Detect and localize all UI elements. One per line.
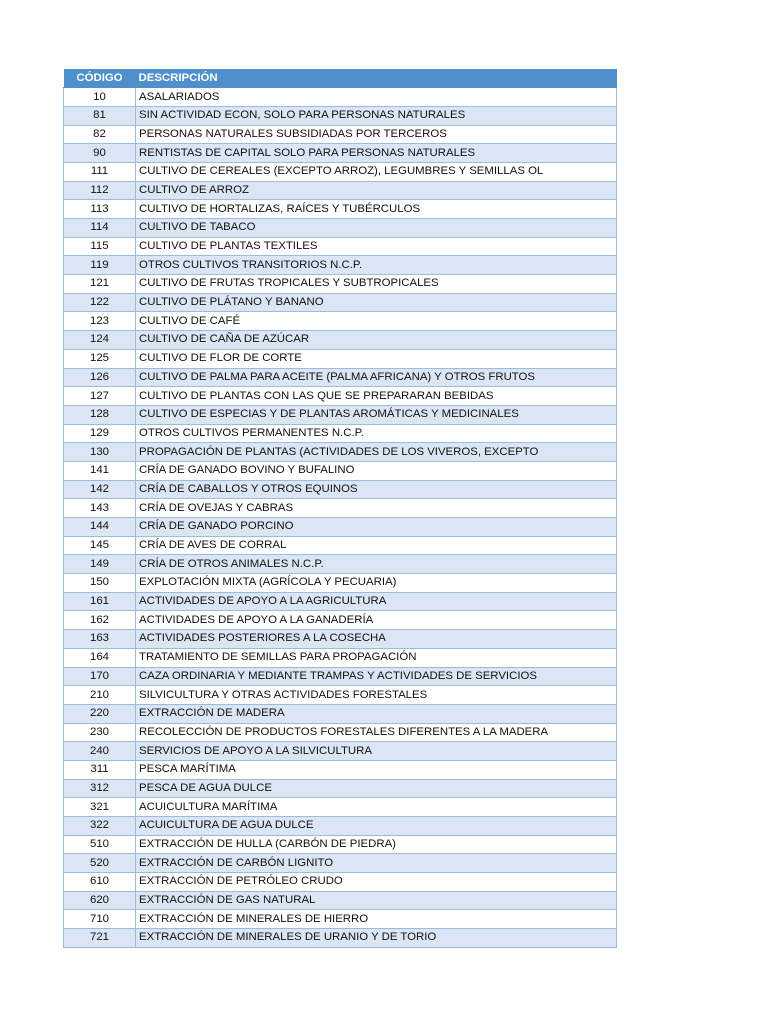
header-row	[64, 69, 617, 88]
description-cell: EXPLOTACIÓN MIXTA (AGRÍCOLA Y PECUARIA)	[136, 574, 617, 593]
description-cell: CULTIVO DE FRUTAS TROPICALES Y SUBTROPICALES	[136, 275, 617, 294]
table-row	[64, 256, 617, 275]
code-cell: 312	[64, 779, 136, 798]
code-cell: 81	[64, 106, 136, 125]
code-cell: 127	[64, 387, 136, 406]
code-cell: 610	[64, 873, 136, 892]
table-row	[64, 574, 617, 593]
table-row	[64, 536, 617, 555]
description-cell: CAZA ORDINARIA Y MEDIANTE TRAMPAS Y ACTIVIDADES DE SERVICIOS	[136, 667, 617, 686]
table-row	[64, 200, 617, 219]
code-cell: 230	[64, 723, 136, 742]
table-row	[64, 592, 617, 611]
table-row	[64, 704, 617, 723]
description-cell: CULTIVO DE CAÑA DE AZÚCAR	[136, 331, 617, 350]
code-cell: 321	[64, 798, 136, 817]
description-cell: CRÍA DE GANADO PORCINO	[136, 518, 617, 537]
table-body	[64, 88, 617, 948]
code-cell: 150	[64, 574, 136, 593]
code-cell: 240	[64, 742, 136, 761]
table-row	[64, 723, 617, 742]
code-cell: 82	[64, 125, 136, 144]
code-cell: 121	[64, 275, 136, 294]
table-row	[64, 854, 617, 873]
column-header-code: CÓDIGO	[64, 69, 136, 88]
code-cell: 311	[64, 760, 136, 779]
description-cell: CULTIVO DE CEREALES (EXCEPTO ARROZ), LEGUMBRES Y SEMILLAS OL	[136, 162, 617, 181]
table-row	[64, 331, 617, 350]
code-cell: 112	[64, 181, 136, 200]
description-cell: CULTIVO DE FLOR DE CORTE	[136, 349, 617, 368]
table-row	[64, 779, 617, 798]
table-row	[64, 910, 617, 929]
table-row	[64, 275, 617, 294]
code-cell: 721	[64, 929, 136, 948]
description-cell: EXTRACCIÓN DE PETRÓLEO CRUDO	[136, 873, 617, 892]
table-row	[64, 461, 617, 480]
description-cell: PROPAGACIÓN DE PLANTAS (ACTIVIDADES DE LOS VIVEROS, EXCEPTO	[136, 443, 617, 462]
code-cell: 124	[64, 331, 136, 350]
description-cell: PESCA MARÍTIMA	[136, 760, 617, 779]
description-cell: EXTRACCIÓN DE MADERA	[136, 704, 617, 723]
table-row	[64, 88, 617, 107]
table-row	[64, 891, 617, 910]
code-cell: 164	[64, 648, 136, 667]
table-row	[64, 760, 617, 779]
code-cell: 125	[64, 349, 136, 368]
description-cell: ACUICULTURA DE AGUA DULCE	[136, 817, 617, 836]
description-cell: TRATAMIENTO DE SEMILLAS PARA PROPAGACIÓN	[136, 648, 617, 667]
code-cell: 620	[64, 891, 136, 910]
description-cell: ACUICULTURA MARÍTIMA	[136, 798, 617, 817]
code-cell: 129	[64, 424, 136, 443]
code-cell: 142	[64, 480, 136, 499]
code-cell: 710	[64, 910, 136, 929]
table-row	[64, 125, 617, 144]
activity-code-table	[63, 69, 617, 948]
code-cell: 210	[64, 686, 136, 705]
description-cell: OTROS CULTIVOS TRANSITORIOS N.C.P.	[136, 256, 617, 275]
table-row	[64, 873, 617, 892]
code-cell: 170	[64, 667, 136, 686]
code-cell: 126	[64, 368, 136, 387]
table-row	[64, 387, 617, 406]
description-cell: CULTIVO DE PLANTAS CON LAS QUE SE PREPARARAN BEBIDAS	[136, 387, 617, 406]
table-row	[64, 798, 617, 817]
code-cell: 144	[64, 518, 136, 537]
table-row	[64, 667, 617, 686]
code-cell: 123	[64, 312, 136, 331]
table-row	[64, 106, 617, 125]
code-cell: 149	[64, 555, 136, 574]
code-cell: 111	[64, 162, 136, 181]
code-cell: 119	[64, 256, 136, 275]
code-cell: 141	[64, 461, 136, 480]
table-row	[64, 742, 617, 761]
code-cell: 113	[64, 200, 136, 219]
table-row	[64, 144, 617, 163]
description-cell: SERVICIOS DE APOYO A LA SILVICULTURA	[136, 742, 617, 761]
description-cell: SIN ACTIVIDAD ECON, SOLO PARA PERSONAS NATURALES	[136, 106, 617, 125]
table-row	[64, 686, 617, 705]
code-cell: 161	[64, 592, 136, 611]
description-cell: EXTRACCIÓN DE MINERALES DE HIERRO	[136, 910, 617, 929]
description-cell: CULTIVO DE HORTALIZAS, RAÍCES Y TUBÉRCULOS	[136, 200, 617, 219]
description-cell: EXTRACCIÓN DE HULLA (CARBÓN DE PIEDRA)	[136, 835, 617, 854]
description-cell: CULTIVO DE ARROZ	[136, 181, 617, 200]
table-row	[64, 424, 617, 443]
table-row	[64, 349, 617, 368]
description-cell: CULTIVO DE CAFÉ	[136, 312, 617, 331]
table-row	[64, 312, 617, 331]
description-cell: CRÍA DE AVES DE CORRAL	[136, 536, 617, 555]
table-row	[64, 648, 617, 667]
description-cell: CRÍA DE GANADO BOVINO Y BUFALINO	[136, 461, 617, 480]
table-row	[64, 817, 617, 836]
code-cell: 145	[64, 536, 136, 555]
code-cell: 10	[64, 88, 136, 107]
table-row	[64, 480, 617, 499]
description-cell: OTROS CULTIVOS PERMANENTES N.C.P.	[136, 424, 617, 443]
description-cell: CRÍA DE OTROS ANIMALES N.C.P.	[136, 555, 617, 574]
code-cell: 90	[64, 144, 136, 163]
description-cell: EXTRACCIÓN DE MINERALES DE URANIO Y DE TORIO	[136, 929, 617, 948]
code-cell: 122	[64, 293, 136, 312]
table-row	[64, 368, 617, 387]
description-cell: CULTIVO DE PALMA PARA ACEITE (PALMA AFRICANA) Y OTROS FRUTOS	[136, 368, 617, 387]
code-cell: 130	[64, 443, 136, 462]
column-header-description: DESCRIPCIÓN	[136, 69, 617, 88]
description-cell: EXTRACCIÓN DE CARBÓN LIGNITO	[136, 854, 617, 873]
description-cell: ACTIVIDADES POSTERIORES A LA COSECHA	[136, 630, 617, 649]
table-row	[64, 499, 617, 518]
code-cell: 115	[64, 237, 136, 256]
description-cell: CULTIVO DE PLÁTANO Y BANANO	[136, 293, 617, 312]
table-row	[64, 181, 617, 200]
table-header	[64, 69, 617, 88]
code-cell: 128	[64, 405, 136, 424]
code-cell: 143	[64, 499, 136, 518]
table-row	[64, 405, 617, 424]
table-row	[64, 293, 617, 312]
description-cell: CULTIVO DE ESPECIAS Y DE PLANTAS AROMÁTICAS Y MEDICINALES	[136, 405, 617, 424]
description-cell: ACTIVIDADES DE APOYO A LA AGRICULTURA	[136, 592, 617, 611]
code-cell: 520	[64, 854, 136, 873]
description-cell: SILVICULTURA Y OTRAS ACTIVIDADES FORESTALES	[136, 686, 617, 705]
code-cell: 220	[64, 704, 136, 723]
table-row	[64, 630, 617, 649]
code-cell: 163	[64, 630, 136, 649]
description-cell: EXTRACCIÓN DE GAS NATURAL	[136, 891, 617, 910]
description-cell: ACTIVIDADES DE APOYO A LA GANADERÍA	[136, 611, 617, 630]
description-cell: CULTIVO DE PLANTAS TEXTILES	[136, 237, 617, 256]
code-cell: 322	[64, 817, 136, 836]
description-cell: RECOLECCIÓN DE PRODUCTOS FORESTALES DIFERENTES A LA MADERA	[136, 723, 617, 742]
description-cell: PERSONAS NATURALES SUBSIDIADAS POR TERCEROS	[136, 125, 617, 144]
code-cell: 162	[64, 611, 136, 630]
table-row	[64, 518, 617, 537]
table-row	[64, 219, 617, 238]
code-cell: 510	[64, 835, 136, 854]
table-row	[64, 929, 617, 948]
table-row	[64, 237, 617, 256]
table-row	[64, 443, 617, 462]
table-row	[64, 555, 617, 574]
table-row	[64, 611, 617, 630]
table-row	[64, 835, 617, 854]
description-cell: CRÍA DE CABALLOS Y OTROS EQUINOS	[136, 480, 617, 499]
code-cell: 114	[64, 219, 136, 238]
description-cell: PESCA DE AGUA DULCE	[136, 779, 617, 798]
description-cell: RENTISTAS DE CAPITAL SOLO PARA PERSONAS NATURALES	[136, 144, 617, 163]
table-row	[64, 162, 617, 181]
description-cell: CRÍA DE OVEJAS Y CABRAS	[136, 499, 617, 518]
description-cell: CULTIVO DE TABACO	[136, 219, 617, 238]
description-cell: ASALARIADOS	[136, 88, 617, 107]
